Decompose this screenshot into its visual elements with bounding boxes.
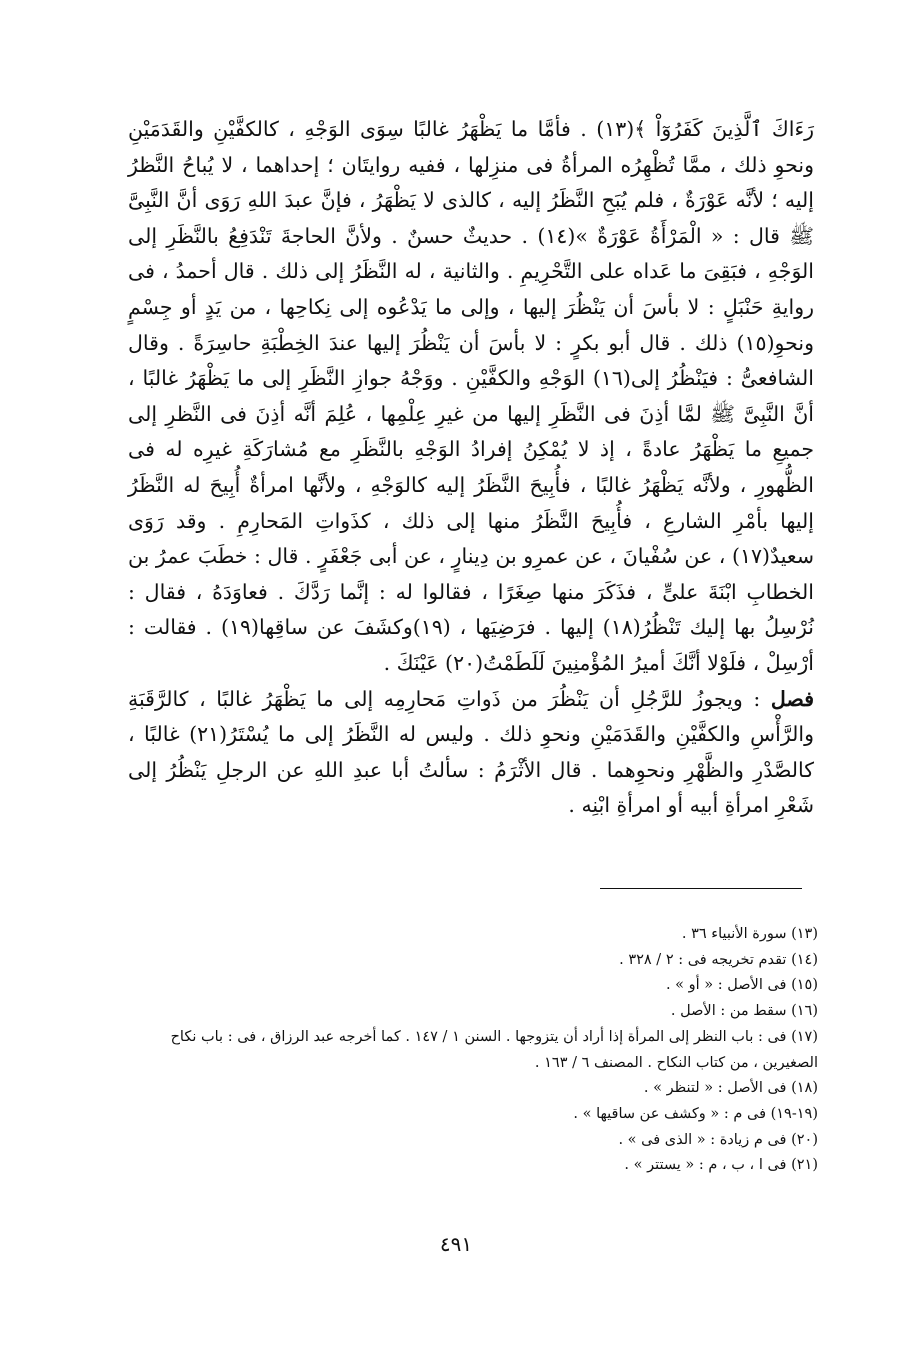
footnote-divider xyxy=(600,888,802,889)
footnote-20: (٢٠) فى م زيادة : « الذى فى » . xyxy=(618,1131,818,1148)
footnote-17: (١٧) فى : باب النظر إلى المرأة إذا أراد أن يتزوجها . السنن ١ / ١٤٧ . كما أخرجه عبد الرزاق ، فى : باب نكاح الصغيرين ، من كتاب النكاح . المصنف ٦ / ١٦٣ . xyxy=(170,1028,818,1071)
footnote-13: (١٣) سورة الأنبياء ٣٦ . xyxy=(681,926,818,942)
body-paragraph-2 xyxy=(128,682,814,824)
footnote-21: (٢١) فى ا ، ب ، م : « يستتر » . xyxy=(624,1157,818,1174)
body-paragraph-1: رَءَاكَ ٱلَّذِينَ كَفَرُوٓاْ ﴾(١٣) . فأمَّا ما يَظْهَرُ غالبًا سِوَى الوَجْهِ ، كالكفَّيْنِ والقَدَمَيْنِ ونحوِ ذلك ، ممَّا تُظْهِرُه المرأةُ فى منزِلها ، ففيه روايتَان ؛ إحداهما ، لا يُباحُ النَّظرُ إليه ؛ لأنَّه عَوْرَةٌ ، فلم يُبَحِ النَّظَرُ إليه ، كالذى لا يَظْهَرُ ، فإنَّ عبدَ اللهِ رَوَى أنَّ النَّبِىَّ ﷺ قال : « الْمَرْأَةُ عَوْرَةٌ »(١٤) . حديثٌ حسنٌ . ولأنَّ الحاجةَ تَنْدَفِعُ بالنَّظَرِ إلى الوَجْهِ ، فبَقِىَ ما عَداه على التَّحْرِيمِ . والثانية ، له النَّظَرُ إلى ذلك . قال أحمدُ ، فى روايةِ حَنْبَلٍ : لا بأسَ أن يَنْظُرَ إليها ، وإلى ما يَدْعُوه إلى نِكاحِها ، من يَدٍ أو جِسْمٍ ونحوِ(١٥) ذلك . قال أبو بكرٍ : لا بأسَ أن يَنْظُرَ إليها عندَ الخِطْبَةِ حاسِرَةً . وقال الشافعىُّ : فيَنْظُرُ إلى(١٦) الوَجْهِ والكفَّيْنِ . ووَجْهُ جوازِ النَّظَرِ إلى ما يَظْهَرُ غالبًا ، أنَّ النَّبِىَّ ﷺ لمَّا أذِنَ فى النَّظَرِ إليها من غيرِ عِلْمِها ، عُلِمَ أنَّه أذِنَ فى النَّظرِ إلى جميعِ ما يَظْهَرُ عادةً ، إذ لا يُمْكِنُ إفرادُ الوَجْهِ بالنَّظَرِ مع مُشارَكَةِ غيرِه له فى الظُّهورِ ، ولأنَّه يَظْهَرُ غالبًا ، فأُبِيحَ النَّظَرُ إليه كالوَجْهِ ، ولأنَّها امرأةٌ أُبِيحَ له النَّظَرُ إليها بأمْرِ الشارعِ ، فأُبِيحَ النَّظَرُ منها إلى ذلك ، كذَواتِ المَحارِمِ . وقد رَوَى سعيدٌ(١٧) ، عن سُفْيانَ ، عن عمرِو بن دِينارٍ ، عن أبى جَعْفَرٍ . قال : خطَبَ عمرُ بن الخطابِ ابْنَةَ علىٍّ ، فذَكَرَ منها صِغَرًا ، فقالوا له : إنَّما رَدَّكَ . فعاوَدَهُ ، فقال : نُرْسِلُ بها إليك تَنْظُرُ(١٨) إليها . فرَضِيَها ، (١٩)وكشَفَ عن ساقِها(١٩) . فقالت : أرْسِلْ ، فلَوْلا أنَّكَ أميرُ المُؤْمنِينَ لَلَطَمْتُ(٢٠) عَيْنَكَ . xyxy=(128,117,814,675)
footnote-16: (١٦) سقط من : الأصل . xyxy=(670,1003,818,1020)
footnote-18: (١٨) فى الأصل : « لتنظر » . xyxy=(643,1080,818,1097)
footnote-15: (١٥) فى الأصل : « أو » . xyxy=(665,977,818,994)
page-number: ٤٩١ xyxy=(439,1232,473,1256)
footnotes-section xyxy=(128,922,818,1179)
main-text-body xyxy=(128,112,814,824)
fasl-heading: فصل xyxy=(770,686,814,711)
footnote-14: (١٤) تقدم تخريجه فى : ٢ / ٣٢٨ . xyxy=(619,951,818,968)
footnote-19: (١٩-١٩) فى م : « وكشف عن ساقيها » . xyxy=(573,1105,818,1122)
body-paragraph-2-text: : ويجوزُ للرَّجُلِ أن يَنْظُرَ من ذَواتِ مَحارِمِه إلى ما يَظْهَرُ غالبًا ، كالرَّقَبَةِ والرَّأْسِ والكفَّيْنِ والقَدَمَيْنِ ونحوِ ذلك . وليس له النَّظَرُ إلى ما يُسْتَرُ(٢١) غالبًا ، كالصَّدْرِ والظَّهْرِ ونحوِهما . قال الأثْرَمُ : سألتُ أبا عبدِ اللهِ عن الرجلِ يَنْظُرُ إلى شَعْرِ امرأةِ أبيه أو امرأةِ ابْنِه . xyxy=(128,686,815,818)
